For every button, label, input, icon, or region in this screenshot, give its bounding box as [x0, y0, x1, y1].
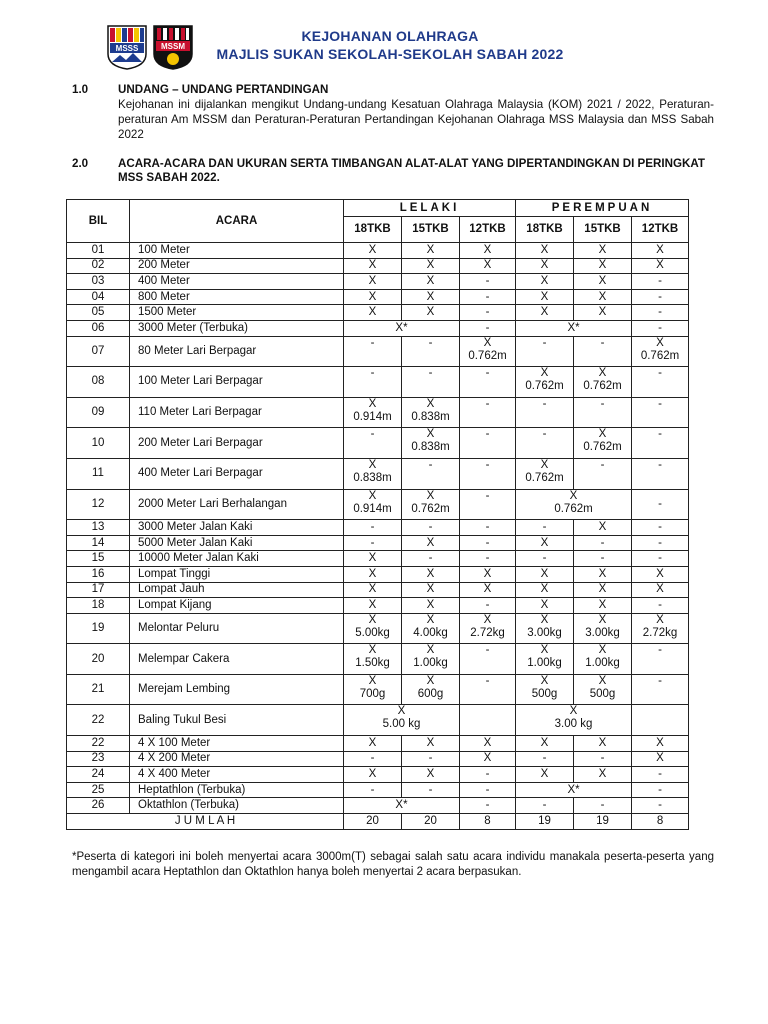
event-cell: X 3.00kg — [516, 613, 574, 644]
table-row — [67, 274, 689, 290]
event-cell: - — [516, 428, 574, 459]
event-cell: X 0.914m — [344, 489, 402, 520]
event-cell: X — [460, 736, 516, 752]
sub-col-header: 18TKB — [516, 217, 574, 243]
acara-cell: Melempar Cakera — [130, 644, 344, 675]
event-cell: - — [632, 320, 689, 336]
acara-cell: 3000 Meter (Terbuka) — [130, 320, 344, 336]
event-cell: X 700g — [344, 674, 402, 705]
table-row — [67, 798, 689, 814]
event-cell: X — [402, 258, 460, 274]
event-cell: - — [402, 458, 460, 489]
event-cell: X 0.762m — [516, 367, 574, 398]
table-row — [67, 289, 689, 305]
events-table — [66, 199, 689, 830]
group-perempuan-header: PEREMPUAN — [516, 200, 689, 217]
section-1-number: 1.0 — [72, 83, 89, 96]
table-row — [67, 336, 689, 367]
event-cell: X 2.72kg — [460, 613, 516, 644]
event-cell: X 0.762m — [516, 458, 574, 489]
event-cell: X 600g — [402, 674, 460, 705]
event-cell: - — [632, 367, 689, 398]
event-cell: X — [574, 520, 632, 536]
event-cell: X — [516, 274, 574, 290]
event-cell: - — [344, 782, 402, 798]
event-cell: X — [516, 305, 574, 321]
bil-cell: 10 — [67, 428, 130, 459]
event-cell: X — [402, 767, 460, 783]
bil-cell: 26 — [67, 798, 130, 814]
sub-col-header: 12TKB — [632, 217, 689, 243]
merged-lelaki-cell: X 5.00 kg — [344, 705, 460, 736]
event-cell: X 3.00kg — [574, 613, 632, 644]
event-cell: - — [574, 798, 632, 814]
event-cell: X — [574, 767, 632, 783]
bil-cell: 20 — [67, 644, 130, 675]
event-cell: - — [460, 274, 516, 290]
table-row — [67, 736, 689, 752]
event-cell: - — [516, 520, 574, 536]
col-bil-header: BIL — [67, 200, 130, 243]
sub-col-header: 18TKB — [344, 217, 402, 243]
event-cell: X 4.00kg — [402, 613, 460, 644]
acara-cell: 3000 Meter Jalan Kaki — [130, 520, 344, 536]
bil-cell: 17 — [67, 582, 130, 598]
event-cell: - — [632, 535, 689, 551]
acara-cell: 2000 Meter Lari Berhalangan — [130, 489, 344, 520]
event-cell: - — [574, 751, 632, 767]
event-cell: X — [402, 289, 460, 305]
event-cell — [632, 705, 689, 736]
table-row — [67, 458, 689, 489]
event-cell: - — [402, 551, 460, 567]
event-cell: - — [574, 458, 632, 489]
acara-cell: Lompat Kijang — [130, 598, 344, 614]
bil-cell: 12 — [67, 489, 130, 520]
table-row — [67, 751, 689, 767]
event-cell: - — [460, 674, 516, 705]
total-cell: 19 — [516, 814, 574, 830]
event-cell: - — [574, 397, 632, 428]
event-cell: X — [632, 243, 689, 259]
event-cell: X — [516, 767, 574, 783]
event-cell: - — [402, 751, 460, 767]
event-cell: X — [516, 736, 574, 752]
event-cell: X — [574, 566, 632, 582]
event-cell: X — [632, 736, 689, 752]
table-row — [67, 674, 689, 705]
event-cell: X — [402, 243, 460, 259]
document-header — [0, 18, 768, 78]
svg-text:MSSM: MSSM — [161, 42, 185, 51]
event-cell — [460, 705, 516, 736]
event-cell: X — [344, 566, 402, 582]
table-row — [67, 367, 689, 398]
event-cell: X — [344, 258, 402, 274]
event-cell: - — [516, 336, 574, 367]
event-cell: - — [632, 489, 689, 520]
section-2 — [72, 157, 717, 189]
bil-cell: 06 — [67, 320, 130, 336]
event-cell: - — [632, 274, 689, 290]
event-cell: - — [460, 798, 516, 814]
acara-cell: 200 Meter Lari Berpagar — [130, 428, 344, 459]
table-row — [67, 767, 689, 783]
event-cell: X 0.762m — [460, 336, 516, 367]
bil-cell: 22 — [67, 705, 130, 736]
total-cell: 8 — [460, 814, 516, 830]
event-cell: X — [460, 566, 516, 582]
event-cell: X — [632, 582, 689, 598]
merged-perempuan-cell: X* — [516, 782, 632, 798]
section-2-heading: ACARA-ACARA DAN UKURAN SERTA TIMBANGAN ALAT-ALAT YANG DIPERTANDINGKAN DI PERINGKAT MSS SABAH 2022. — [118, 157, 705, 184]
total-cell: 20 — [344, 814, 402, 830]
event-cell: X — [344, 243, 402, 259]
bil-cell: 18 — [67, 598, 130, 614]
event-cell: X — [460, 243, 516, 259]
bil-cell: 03 — [67, 274, 130, 290]
event-cell: X 0.762m — [574, 428, 632, 459]
event-cell: X 0.762m — [632, 336, 689, 367]
event-cell: - — [460, 551, 516, 567]
event-cell: - — [632, 289, 689, 305]
event-cell: X — [574, 598, 632, 614]
event-cell: - — [632, 782, 689, 798]
acara-cell: Oktathlon (Terbuka) — [130, 798, 344, 814]
event-cell: - — [344, 428, 402, 459]
total-cell: 20 — [402, 814, 460, 830]
acara-cell: 4 X 200 Meter — [130, 751, 344, 767]
table-row — [67, 782, 689, 798]
acara-cell: 100 Meter Lari Berpagar — [130, 367, 344, 398]
acara-cell: Melontar Peluru — [130, 613, 344, 644]
event-cell: - — [344, 520, 402, 536]
event-cell: X — [632, 751, 689, 767]
table-row — [67, 566, 689, 582]
event-cell: X — [402, 736, 460, 752]
acara-cell: Merejam Lembing — [130, 674, 344, 705]
event-cell: X — [574, 582, 632, 598]
acara-cell: 110 Meter Lari Berpagar — [130, 397, 344, 428]
event-cell: - — [460, 428, 516, 459]
event-cell: - — [402, 520, 460, 536]
merged-lelaki-cell: X* — [344, 798, 460, 814]
merged-lelaki-cell: X* — [344, 320, 460, 336]
event-cell: X 2.72kg — [632, 613, 689, 644]
acara-cell: Lompat Tinggi — [130, 566, 344, 582]
event-cell: X — [460, 258, 516, 274]
event-cell: - — [632, 551, 689, 567]
event-cell: - — [516, 751, 574, 767]
event-cell: - — [632, 458, 689, 489]
sub-col-header: 12TKB — [460, 217, 516, 243]
section-1-heading: UNDANG – UNDANG PERTANDINGAN — [118, 83, 329, 96]
bil-cell: 02 — [67, 258, 130, 274]
event-cell: - — [460, 458, 516, 489]
bil-cell: 23 — [67, 751, 130, 767]
group-lelaki-header: LELAKI — [344, 200, 516, 217]
event-cell: - — [344, 535, 402, 551]
event-cell: - — [460, 782, 516, 798]
event-cell: - — [460, 289, 516, 305]
footnote: *Peserta di kategori ini boleh menyertai acara 3000m(T) sebagai salah satu acara individu manakala peserta-peserta yang mengambil acara Heptathlon dan Oktathlon hanya boleh menyertai 2 acara berpasukan. — [72, 851, 714, 878]
event-cell: X 1.50kg — [344, 644, 402, 675]
event-cell: - — [632, 644, 689, 675]
event-cell: X — [516, 289, 574, 305]
acara-cell: 400 Meter Lari Berpagar — [130, 458, 344, 489]
event-cell: X — [402, 566, 460, 582]
bil-cell: 14 — [67, 535, 130, 551]
event-cell: - — [574, 551, 632, 567]
table-row — [67, 520, 689, 536]
bil-cell: 24 — [67, 767, 130, 783]
event-cell: X 1.00kg — [402, 644, 460, 675]
acara-cell: 800 Meter — [130, 289, 344, 305]
events-table-body — [67, 243, 689, 814]
table-row — [67, 320, 689, 336]
title-line-2: MAJLIS SUKAN SEKOLAH-SEKOLAH SABAH 2022 — [216, 46, 564, 62]
event-cell: - — [632, 428, 689, 459]
acara-cell: 4 X 100 Meter — [130, 736, 344, 752]
table-row — [67, 305, 689, 321]
event-cell: X — [574, 305, 632, 321]
event-cell: - — [344, 336, 402, 367]
bil-cell: 04 — [67, 289, 130, 305]
event-cell: X — [574, 289, 632, 305]
total-label: J U M L A H — [67, 814, 344, 830]
table-row — [67, 598, 689, 614]
mssm-logo — [152, 24, 194, 70]
event-cell: X — [574, 243, 632, 259]
acara-cell: 1500 Meter — [130, 305, 344, 321]
event-cell: - — [574, 535, 632, 551]
event-cell: - — [632, 305, 689, 321]
table-row — [67, 613, 689, 644]
event-cell: - — [344, 751, 402, 767]
bil-cell: 07 — [67, 336, 130, 367]
event-cell: - — [460, 305, 516, 321]
event-cell: - — [460, 397, 516, 428]
event-cell: - — [632, 674, 689, 705]
total-cell: 8 — [632, 814, 689, 830]
acara-cell: 400 Meter — [130, 274, 344, 290]
event-cell: X — [516, 243, 574, 259]
table-row — [67, 397, 689, 428]
table-row — [67, 243, 689, 259]
sub-col-header: 15TKB — [574, 217, 632, 243]
event-cell: X — [402, 274, 460, 290]
event-cell: - — [402, 782, 460, 798]
msss-logo — [106, 24, 148, 70]
event-cell: - — [516, 397, 574, 428]
acara-cell: Baling Tukul Besi — [130, 705, 344, 736]
event-cell: X — [402, 535, 460, 551]
acara-cell: 10000 Meter Jalan Kaki — [130, 551, 344, 567]
event-cell: - — [460, 489, 516, 520]
event-cell: X — [632, 566, 689, 582]
event-cell: X — [344, 551, 402, 567]
event-cell: X 0.762m — [402, 489, 460, 520]
bil-cell: 25 — [67, 782, 130, 798]
section-2-number: 2.0 — [72, 157, 89, 170]
event-cell: X — [402, 582, 460, 598]
acara-cell: Heptathlon (Terbuka) — [130, 782, 344, 798]
col-acara-header: ACARA — [130, 200, 344, 243]
event-cell: - — [460, 520, 516, 536]
table-row — [67, 258, 689, 274]
bil-cell: 09 — [67, 397, 130, 428]
bil-cell: 01 — [67, 243, 130, 259]
event-cell: X 0.838m — [402, 397, 460, 428]
event-cell: X — [516, 582, 574, 598]
event-cell: X — [574, 736, 632, 752]
document-title — [190, 28, 590, 64]
event-cell: X — [344, 582, 402, 598]
acara-cell: 4 X 400 Meter — [130, 767, 344, 783]
event-cell: X 1.00kg — [516, 644, 574, 675]
event-cell: X — [344, 274, 402, 290]
total-cell: 19 — [574, 814, 632, 830]
event-cell: X 0.838m — [402, 428, 460, 459]
acara-cell: 80 Meter Lari Berpagar — [130, 336, 344, 367]
bil-cell: 05 — [67, 305, 130, 321]
bil-cell: 21 — [67, 674, 130, 705]
bil-cell: 11 — [67, 458, 130, 489]
event-cell: X 5.00kg — [344, 613, 402, 644]
bil-cell: 13 — [67, 520, 130, 536]
event-cell: X — [344, 767, 402, 783]
section-1-body: Kejohanan ini dijalankan mengikut Undang-undang Kesatuan Olahraga Malaysia (KOM) 2021 / 2022, Peraturan-peraturan Am MSSM dan Peraturan-Peraturan Pertandingan Kejohanan Olahraga MSS Malaysia dan MSS Sabah 2022 — [118, 98, 714, 141]
event-cell: X — [516, 566, 574, 582]
acara-cell: 100 Meter — [130, 243, 344, 259]
table-row — [67, 428, 689, 459]
event-cell: - — [344, 367, 402, 398]
event-cell: X 1.00kg — [574, 644, 632, 675]
event-cell: X — [460, 751, 516, 767]
event-cell: X — [574, 274, 632, 290]
table-row — [67, 489, 689, 520]
event-cell: X — [574, 258, 632, 274]
svg-text:MSSS: MSSS — [115, 44, 139, 53]
event-cell: X — [460, 582, 516, 598]
bil-cell: 22 — [67, 736, 130, 752]
event-cell: - — [460, 535, 516, 551]
event-cell: X — [632, 258, 689, 274]
event-cell: X — [344, 289, 402, 305]
bil-cell: 15 — [67, 551, 130, 567]
table-row — [67, 582, 689, 598]
bil-cell: 19 — [67, 613, 130, 644]
event-cell: X — [344, 736, 402, 752]
event-cell: X — [402, 305, 460, 321]
event-cell: X — [516, 258, 574, 274]
table-row — [67, 535, 689, 551]
event-cell: - — [632, 598, 689, 614]
event-cell: - — [460, 767, 516, 783]
event-cell: - — [460, 320, 516, 336]
event-cell: X — [344, 598, 402, 614]
event-cell: - — [402, 336, 460, 367]
sub-col-header: 15TKB — [402, 217, 460, 243]
event-cell: X — [402, 598, 460, 614]
event-cell: X — [516, 598, 574, 614]
event-cell: - — [516, 798, 574, 814]
event-cell: - — [574, 336, 632, 367]
table-row — [67, 644, 689, 675]
event-cell: - — [460, 644, 516, 675]
event-cell: X 0.762m — [574, 367, 632, 398]
merged-perempuan-cell: X 0.762m — [516, 489, 632, 520]
acara-cell: 200 Meter — [130, 258, 344, 274]
acara-cell: 5000 Meter Jalan Kaki — [130, 535, 344, 551]
event-cell: - — [516, 551, 574, 567]
section-1 — [72, 83, 717, 143]
merged-perempuan-cell: X 3.00 kg — [516, 705, 632, 736]
bil-cell: 16 — [67, 566, 130, 582]
event-cell: X 0.838m — [344, 458, 402, 489]
event-cell: X — [344, 305, 402, 321]
event-cell: - — [632, 767, 689, 783]
event-cell: - — [632, 798, 689, 814]
event-cell: - — [460, 598, 516, 614]
event-cell: - — [632, 397, 689, 428]
table-row — [67, 551, 689, 567]
event-cell: X 0.914m — [344, 397, 402, 428]
acara-cell: Lompat Jauh — [130, 582, 344, 598]
bil-cell: 08 — [67, 367, 130, 398]
event-cell: X 500g — [574, 674, 632, 705]
event-cell: X 500g — [516, 674, 574, 705]
table-row — [67, 705, 689, 736]
event-cell: - — [402, 367, 460, 398]
event-cell: - — [460, 367, 516, 398]
merged-perempuan-cell: X* — [516, 320, 632, 336]
event-cell: X — [516, 535, 574, 551]
title-line-1: KEJOHANAN OLAHRAGA — [301, 28, 479, 44]
event-cell: - — [632, 520, 689, 536]
